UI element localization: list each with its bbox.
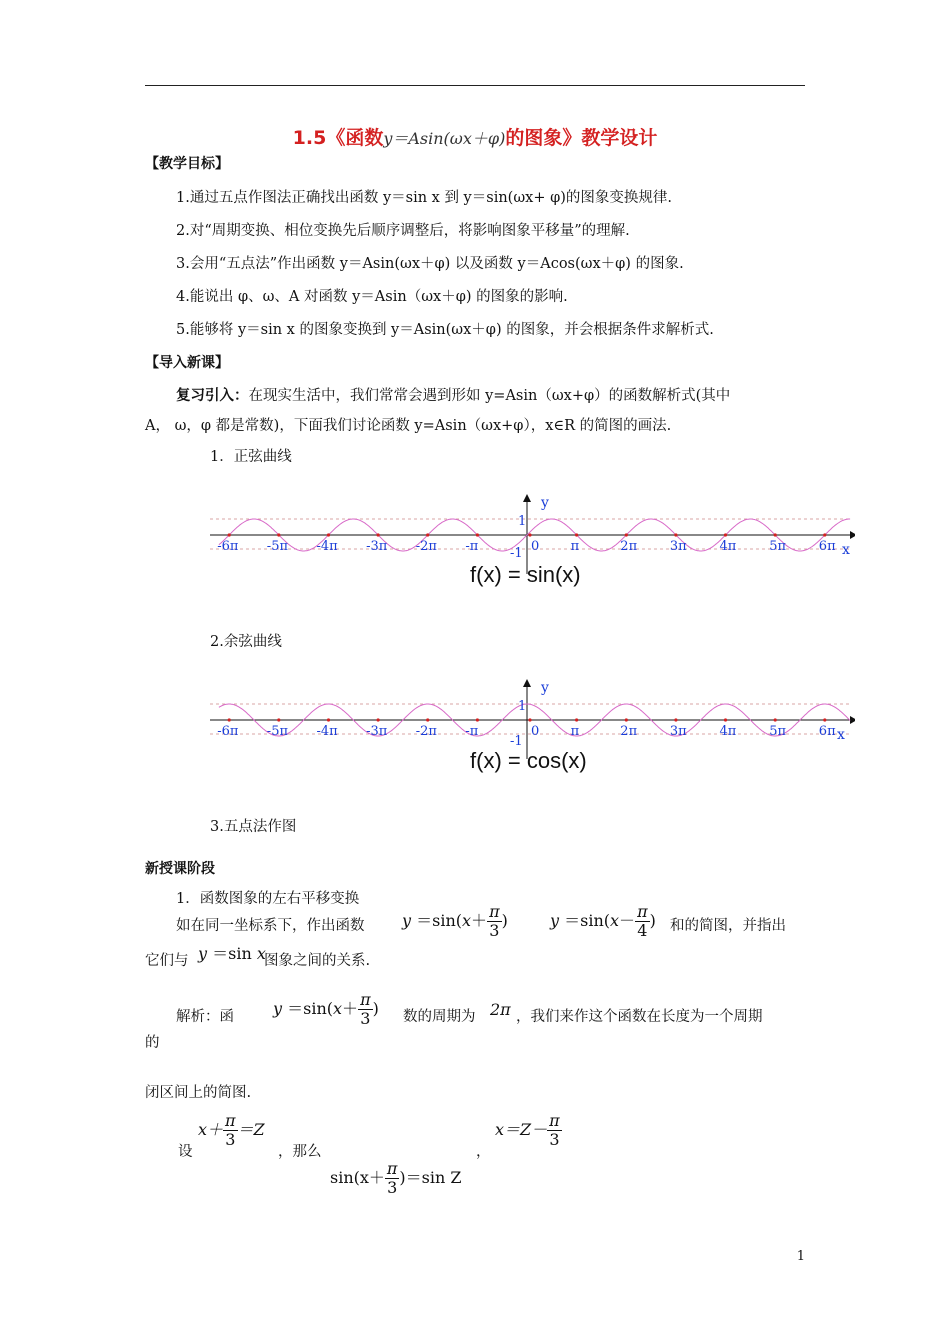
page-number: 1 (796, 1249, 805, 1264)
x-tick-label: -2π (415, 724, 437, 739)
tick-mark (377, 533, 380, 536)
x-tick-label: 5π (769, 539, 787, 554)
tick-mark (277, 533, 280, 536)
x-tick-label: 3π (669, 539, 687, 554)
formula-sin-x-plus-pi-3: y ＝sin(x＋ $\frac{\pi}{3}$ ) (402, 902, 508, 940)
y-axis-label: y (541, 680, 549, 696)
tick-mark (724, 533, 727, 536)
page-title: 1.5《函数y＝Asin(ωx＋φ)的图象》教学设计 (292, 127, 658, 149)
objective-2: 2.对“周期变换、相位变换先后顺序调整后，将影响图象平移量”的理解. (176, 223, 630, 239)
solution-text-c: ，我们来作这个函数在长度为一个周期 (516, 1009, 763, 1025)
para1-text-a: 如在同一坐标系下，作出函数 (176, 918, 365, 934)
x-tick-label: -5π (266, 724, 289, 739)
cosine-formula-label: f(x) = cos(x) (470, 748, 587, 773)
header-rule (145, 85, 805, 86)
x-tick-label: -4π (316, 724, 338, 739)
para1-text-b: 和的简图，并指出 (670, 918, 786, 934)
x-tick-label: 5π (769, 724, 787, 739)
y-axis-arrow (523, 679, 531, 687)
tick-mark (426, 718, 429, 721)
x-tick-label: π (570, 724, 580, 739)
tick-mark (625, 533, 628, 536)
x-tick-label: 4π (719, 539, 737, 554)
substitution-eq: x＋ $\frac{\pi}{3}$ ＝Z (198, 1111, 265, 1149)
x-tick-label: 0 (531, 724, 540, 739)
x-tick-label: 0 (531, 539, 540, 554)
x-tick-label: -3π (366, 539, 388, 554)
x-tick-label: 4π (719, 724, 737, 739)
objective-1: 1.通过五点作图法正确找出函数 y＝sin x 到 y＝sin(ωx+ φ)的图象变换规律. (176, 190, 672, 206)
solution-text-e: 闭区间上的简图. (145, 1085, 252, 1101)
tick-mark (774, 718, 777, 721)
formula-sin-x: y ＝sin x (198, 944, 266, 963)
review-label: 复习引入： (176, 388, 249, 404)
tick-mark (674, 533, 677, 536)
review-text-1: 在现实生活中，我们常常会遇到形如 y=Asin（ωx+φ）的函数解析式(其中 (248, 388, 731, 404)
x-tick-label: 6π (818, 539, 836, 554)
x-tick-label: -5π (266, 539, 289, 554)
sine-curve-heading: 1．正弦曲线 (210, 449, 292, 465)
y-tick-neg1: -1 (510, 734, 523, 749)
para1-text-c: 它们与 (145, 953, 189, 969)
x-tick-label: -3π (366, 724, 388, 739)
tick-mark (528, 718, 531, 721)
tick-mark (575, 718, 578, 721)
y-tick-1: 1 (518, 699, 527, 714)
objective-4: 4.能说出 φ、ω、A 对函数 y＝Asin（ωx＋φ) 的图象的影响. (176, 289, 568, 305)
x-tick-label: -2π (415, 539, 437, 554)
period-value: 2π (490, 1000, 511, 1019)
tick-mark (228, 718, 231, 721)
comma-text: ， (476, 1144, 491, 1160)
objective-5: 5.能够将 y＝sin x 的图象变换到 y＝Asin(ωx＋φ) 的图象，并会根据条件求解析式. (176, 322, 714, 338)
sin-z-eq: sin(x＋ $\frac{\pi}{3}$ )＝sin Z (330, 1159, 462, 1197)
para1-text-d: 图象之间的关系. (264, 953, 371, 969)
formula-sin-x-minus-pi-4: y ＝sin(x－ $\frac{\pi}{4}$ ) (550, 902, 656, 940)
cosine-curve-heading: 2.余弦曲线 (210, 634, 282, 650)
y-axis-arrow (523, 494, 531, 502)
tick-mark (724, 718, 727, 721)
solution-text-b: 数的周期为 (403, 1009, 476, 1025)
x-tick-label: -π (465, 724, 479, 739)
tick-mark (327, 533, 330, 536)
tick-mark (476, 533, 479, 536)
x-axis-label: x (837, 727, 845, 743)
x-axis-label: x (842, 542, 850, 558)
x-tick-label: 2π (620, 724, 638, 739)
tick-mark (823, 533, 826, 536)
x-tick-label: 6π (818, 724, 836, 739)
objective-3: 3.会用“五点法”作出函数 y＝Asin(ωx＋φ) 以及函数 y＝Acos(ωx＋φ) 的图象. (176, 256, 684, 272)
solution-text-d: 的 (145, 1035, 160, 1051)
tick-mark (228, 533, 231, 536)
review-line-1 (176, 384, 730, 405)
x-tick-label: 2π (620, 539, 638, 554)
then-text: ，那么 (278, 1144, 322, 1160)
tick-mark (674, 718, 677, 721)
x-tick-label: -π (465, 539, 479, 554)
tick-mark (528, 533, 531, 536)
intro-heading: 【导入新课】 (145, 355, 229, 371)
tick-mark (774, 533, 777, 536)
x-tick-label: -6π (217, 539, 239, 554)
x-tick-label: 3π (669, 724, 687, 739)
tick-mark (625, 718, 628, 721)
solution-formula: y ＝sin(x＋ $\frac{\pi}{3}$ ) (273, 990, 379, 1028)
y-tick-1: 1 (518, 514, 527, 529)
y-axis-label: y (541, 495, 549, 511)
sine-formula-label: f(x) = sin(x) (470, 562, 581, 587)
x-equals-eq: x＝Z－ $\frac{\pi}{3}$ (495, 1111, 560, 1149)
x-tick-label: -6π (217, 724, 239, 739)
solution-text-a: 解析：函 (176, 1009, 234, 1025)
x-axis-arrow (850, 716, 855, 724)
tick-mark (823, 718, 826, 721)
x-tick-label: π (570, 539, 580, 554)
tick-mark (377, 718, 380, 721)
tick-mark (575, 533, 578, 536)
y-tick-neg1: -1 (510, 546, 523, 561)
x-tick-label: -4π (316, 539, 338, 554)
x-axis-arrow (850, 531, 855, 539)
objectives-heading: 【教学目标】 (145, 156, 229, 172)
five-point-heading: 3.五点法作图 (210, 819, 297, 835)
translation-heading: 1．函数图象的左右平移变换 (176, 891, 360, 907)
review-line-2: A， ω，φ 都是常数)，下面我们讨论函数 y=Asin（ωx+φ），x∈R 的简图的画法. (145, 418, 672, 434)
tick-mark (476, 718, 479, 721)
tick-mark (426, 533, 429, 536)
tick-mark (327, 718, 330, 721)
tick-mark (277, 718, 280, 721)
let-text: 设 (178, 1144, 193, 1160)
new-lesson-heading: 新授课阶段 (145, 861, 215, 877)
